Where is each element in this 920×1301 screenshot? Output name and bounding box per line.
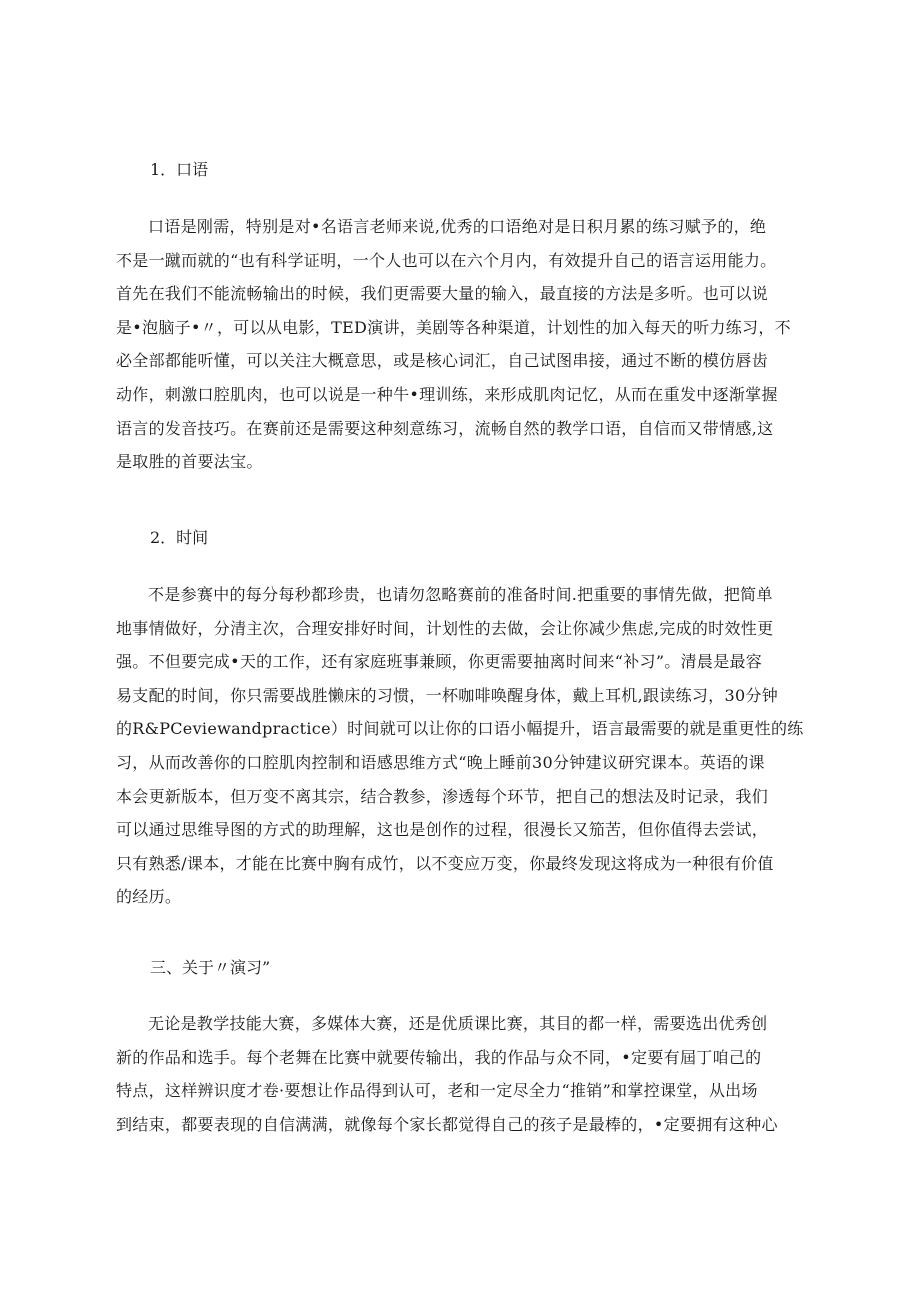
paragraph-line: 地事情做好，分清主次，合理安排好时间，计划性的去做，会让你减少焦虑,完成的时效性更 [116,618,774,638]
paragraph-line: 本会更新版本，但万变不离其宗，结合教参，渗透每个环节，把自己的想法及时记录，我们 [116,786,769,806]
paragraph-line: 是•泡脑子•〃，可以从电影，TED演讲，美剧等各种渠道，计划性的加入每天的听力练习，不 [116,317,791,337]
section-heading-time: 2．时间 [150,528,209,547]
paragraph-line: 强。不但要完成•天的工作，还有家庭班事兼顾，你更需要抽离时间来“补习”。清晨是最容 [116,652,763,672]
paragraph-line: 易支配的时间，你只需要战胜懒床的习惯，一杯咖啡唤醒身体，戴上耳机,跟读练习，30分钟 [116,685,779,705]
paragraph-line: 特点，这样辨识度才卷·要想让作品得到认可，老和一定尽全力“推销”和掌控课堂，从出场 [116,1081,758,1101]
paragraph-line: 是取胜的首要法宝。 [116,452,263,472]
paragraph-line: 的R&PCeviewandpractice）时间就可以让你的口语小幅提升，语言最需要的就是重更性的练 [116,719,804,739]
paragraph-line: 动作，刺激口腔肌肉，也可以说是一种牛•理训练，来形成肌肉记忆，从而在重发中逐渐掌握 [116,384,778,404]
paragraph-line: 不是参赛中的每分每秒都珍贵，也请勿忽略赛前的准备时间.把重要的事情先做，把简单 [148,585,773,604]
paragraph-line: 到结束，都要表现的自信满满，就像每个家长都觉得自己的孩子是最棒的，•定要拥有这种心 [116,1114,778,1134]
paragraph-line: 习，从而改善你的口腔肌肉控制和语感思维方式“晚上睡前30分钟建议研究课本。英语的课 [116,752,765,772]
paragraph-line: 口语是刚需，特别是对•名语言老师来说,优秀的口语绝对是日积月累的练习赋予的，绝 [148,217,767,236]
paragraph-line: 的经历。 [116,887,182,907]
paragraph-line: 新的作品和选手。每个老舞在比赛中就要传输出，我的作品与众不同，•定要有屆丁咱己的 [116,1047,762,1067]
paragraph-line: 可以通过思维导图的方式的助理解，这也是创作的过程，很漫长又笳苦，但你值得去尝试， [116,820,769,840]
paragraph-line: 首先在我们不能流畅输出的时候，我们更需要大量的输入，最直接的方法是多听。也可以说 [116,284,769,304]
section-heading-rehearsal: 三、关于〃演习” [150,958,271,977]
paragraph-line: 语言的发音技巧。在赛前还是需要这种刻意练习，流畅自然的教学口语，自信而又带情感,这 [116,418,774,438]
paragraph-line: 无论是教学技能大赛，多媒体大赛，还是优质课比赛，其目的都一样，需要选出优秀创 [148,1014,768,1033]
paragraph-line: 只有熟悉/课本，才能在比赛中胸有成竹，以不变应万变，你最终发现这将成为一种很有价值 [116,853,774,873]
paragraph-time [116,578,806,914]
paragraph-line: 必全部都能听懂，可以关注大概意思，或是核心词汇，自己试图串接，通过不断的模仿唇齿 [116,351,769,371]
section-heading-speaking: 1．口语 [150,160,209,179]
paragraph-rehearsal [116,1007,806,1141]
paragraph-speaking [116,210,806,479]
paragraph-line: 不是一蹴而就的“也有科学证明，一个人也可以在六个月内，有效提升自己的语言运用能力。 [116,250,777,270]
